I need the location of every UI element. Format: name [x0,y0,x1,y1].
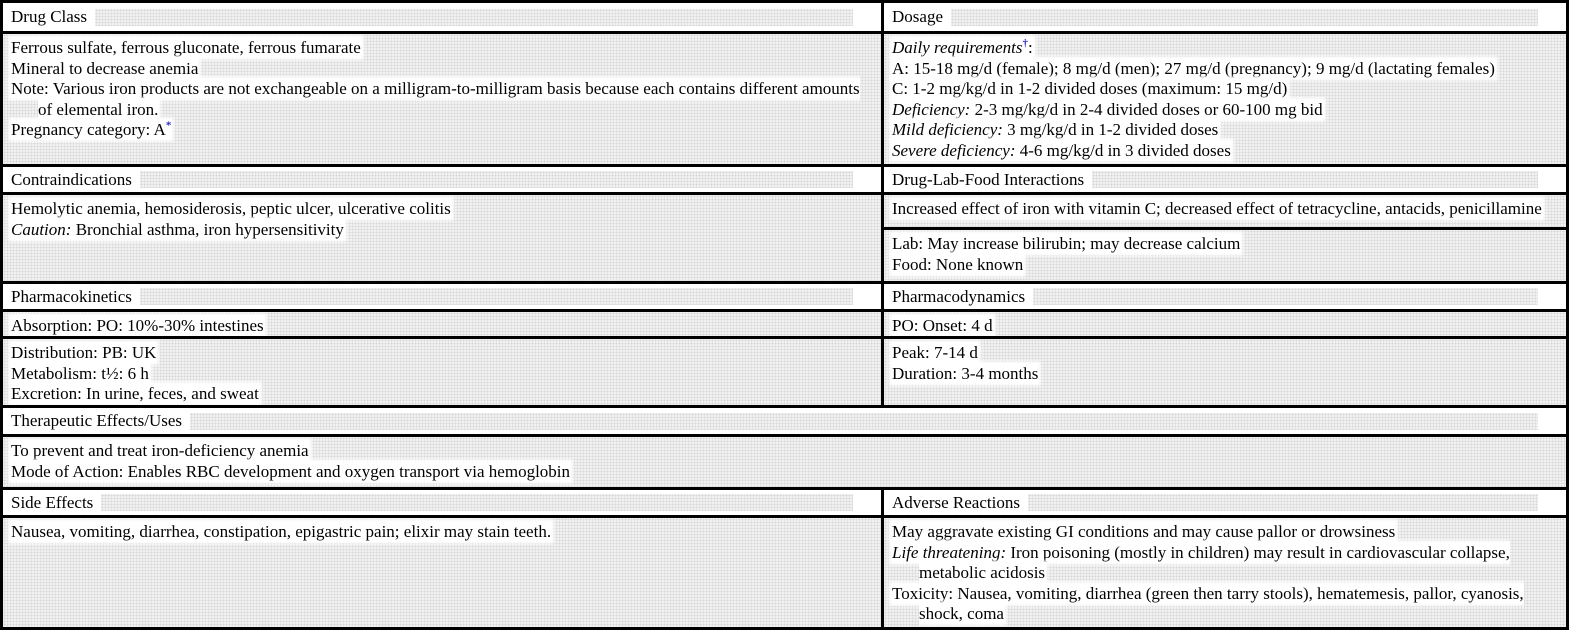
header-texture-bar [140,288,853,305]
header-texture-bar [1028,494,1538,511]
text-line: Toxicity: Nausea, vomiting, diarrhea (green then tarry stools), hematemesis, pallor, cyanosis, shock, coma [892,583,1524,623]
text-line: Excretion: In urine, feces, and sweat [11,384,259,403]
pharmacodynamics-header-label: Pharmacodynamics [892,286,1026,306]
adverse-reactions-header-cell [884,490,1566,518]
text-line: Mode of Action: Enables RBC development and oxygen transport via hemoglobin [11,461,571,481]
header-texture-bar [1092,171,1538,188]
side-effects-header-cell [3,490,884,518]
distribution-metabolism-excretion-cell [3,339,884,408]
text-line: Increased effect of iron with vitamin C; decreased effect of tetracycline, antacids, penicillamine [892,199,1542,218]
therapeutic-header-label: Therapeutic Effects/Uses [11,411,183,430]
text-line: Mild deficiency: 3 mg/kg/d in 1-2 divided doses [892,120,1219,139]
pharmacokinetics-header-cell [3,284,884,312]
text-line: Hemolytic anemia, hemosiderosis, peptic ulcer, ulcerative colitis [11,199,451,218]
text-line: Nausea, vomiting, diarrhea, constipation, epigastric pain; elixir may stain teeth. [11,522,552,541]
therapeutic-header-cell [3,408,1566,437]
contraindications-header-label: Contraindications [11,169,132,189]
text-line: Deficiency: 2-3 mg/kg/d in 2-4 divided doses or 60-100 mg bid [892,99,1323,119]
text-line: Life threatening: Iron poisoning (mostly in children) may result in cardiovascular collapse, metabolic acidosis [892,542,1510,582]
drug-class-header-label: Drug Class [11,7,88,26]
pregnancy-category-asterisk: * [165,119,172,132]
peak-duration-cell [884,339,1566,408]
drug-class-header-cell [3,3,884,34]
text-line: Ferrous sulfate, ferrous gluconate, ferrous fumarate [11,38,361,57]
text-line: Pregnancy category: A* [11,119,172,139]
daily-requirements-dagger: † [1022,37,1028,50]
text-line: To prevent and treat iron-deficiency anemia [11,441,309,460]
text-line: C: 1-2 mg/kg/d in 1-2 divided doses (maximum: 15 mg/d) [892,79,1288,98]
header-texture-bar [101,494,853,511]
drug-class-content-cell [3,34,884,167]
adverse-reactions-content-cell [884,518,1566,627]
dosage-content-cell [884,34,1566,167]
onset-cell [884,312,1566,339]
text-line: PO: Onset: 4 d [892,316,993,335]
therapeutic-content-cell [3,437,1566,490]
adverse-reactions-header-label: Adverse Reactions [892,492,1020,512]
text-line: Peak: 7-14 d [892,343,978,362]
text-line: A: 15-18 mg/d (female); 8 mg/d (men); 27 mg/d (pregnancy); 9 mg/d (lactating females) [892,58,1495,78]
interactions-header-label: Drug-Lab-Food Interactions [892,169,1085,189]
contraindications-header-cell [3,167,884,195]
dosage-header-label: Dosage [892,7,943,26]
text-line: Lab: May increase bilirubin; may decrease calcium [892,234,1241,253]
pharmacodynamics-header-cell [884,284,1566,312]
text-line: Duration: 3-4 months [892,363,1039,383]
text-line: Mineral to decrease anemia [11,58,199,78]
header-texture-bar [140,171,853,188]
text-line: Metabolism: t½: 6 h [11,363,149,383]
contraindications-content-cell [3,195,884,284]
text-line: May aggravate existing GI conditions and may cause pallor or drowsiness [892,522,1396,541]
text-line: Note: Various iron products are not exchangeable on a milligram-to-milligram basis because each contains different amounts of elemental iron. [11,79,860,119]
header-texture-bar [951,9,1538,26]
text-line: Food: None known [892,254,1024,274]
side-effects-content-cell [3,518,884,627]
interactions-header-cell [884,167,1566,195]
header-texture-bar [95,9,853,26]
absorption-cell [3,312,884,339]
text-line: Distribution: PB: UK [11,343,157,362]
pharmacokinetics-header-label: Pharmacokinetics [11,286,132,306]
interactions-drug-row-cell [884,195,1566,230]
interactions-lab-food-row-cell [884,230,1566,284]
side-effects-header-label: Side Effects [11,492,94,512]
text-line: Daily requirements†: [892,37,1033,57]
text-line: Absorption: PO: 10%-30% intestines [11,316,264,335]
text-line: Caution: Bronchial asthma, iron hypersensitivity [11,219,344,239]
dosage-header-cell [884,3,1566,34]
text-line: Severe deficiency: 4-6 mg/kg/d in 3 divided doses [892,140,1231,160]
header-texture-bar [1033,288,1538,305]
header-texture-bar [190,413,1538,430]
